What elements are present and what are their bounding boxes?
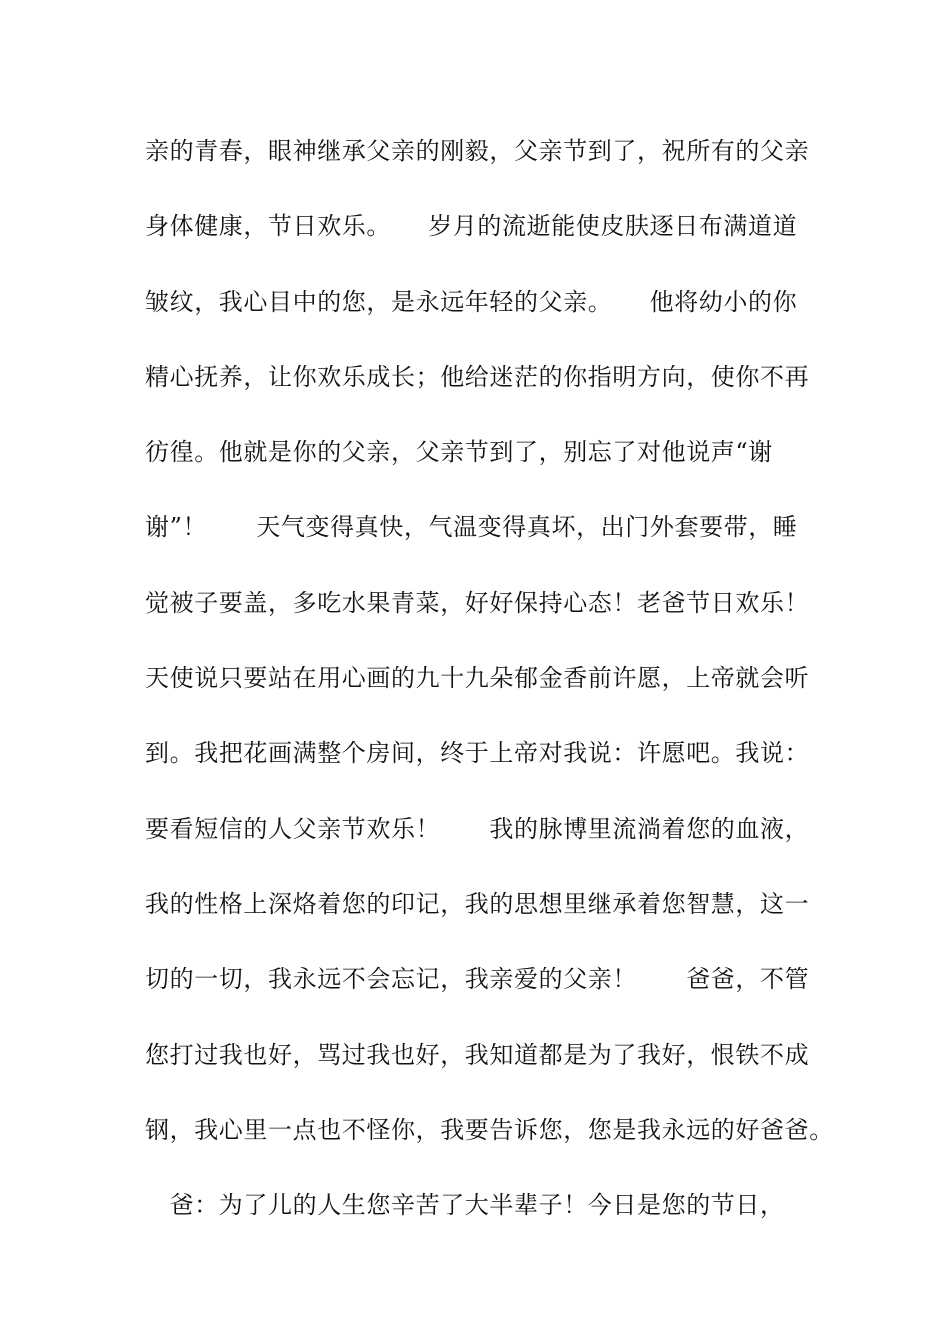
text-line-10: 要看短信的人父亲节欢乐！ 我的脉博里流淌着您的血液， (145, 814, 810, 843)
text-line-1: 亲的青春，眼神继承父亲的刚毅，父亲节到了，祝所有的父亲 (145, 137, 810, 165)
text-line-13: 您打过我也好，骂过我也好，我知道都是为了我好，恨铁不成 (145, 1040, 810, 1069)
text-line-14: 钢，我心里一点也不怪你，我要告诉您，您是我永远的好爸爸。 (145, 1115, 834, 1144)
text-line-11: 我的性格上深烙着您的印记，我的思想里继承着您智慧，这一 (145, 889, 810, 918)
text-line-12: 切的一切，我永远不会忘记，我亲爱的父亲！ 爸爸，不管 (145, 965, 810, 994)
text-line-7: 觉被子要盖，多吃水果青菜，好好保持心态！老爸节日欢乐！ (145, 588, 810, 617)
body-text (145, 131, 835, 1260)
text-line-6: 谢”！ 天气变得真快，气温变得真坏，出门外套要带，睡 (145, 513, 798, 542)
text-line-2: 身体健康，节日欢乐。 岁月的流逝能使皮肤逐日布满道道 (145, 212, 798, 241)
text-line-3: 皱纹，我心目中的您，是永远年轻的父亲。 他将幼小的你 (145, 287, 798, 316)
text-line-8: 天使说只要站在用心画的九十九朵郁金香前许愿，上帝就会听 (145, 664, 810, 693)
text-line-15: 爸：为了儿的人生您辛苦了大半辈子！今日是您的节日， (145, 1191, 785, 1220)
text-line-9: 到。我把花画满整个房间，终于上帝对我说：许愿吧。我说： (145, 739, 810, 768)
text-line-4: 精心抚养，让你欢乐成长；他给迷茫的你指明方向，使你不再 (145, 362, 810, 391)
text-line-5: 彷徨。他就是你的父亲，父亲节到了，别忘了对他说声“谢 (145, 438, 773, 467)
